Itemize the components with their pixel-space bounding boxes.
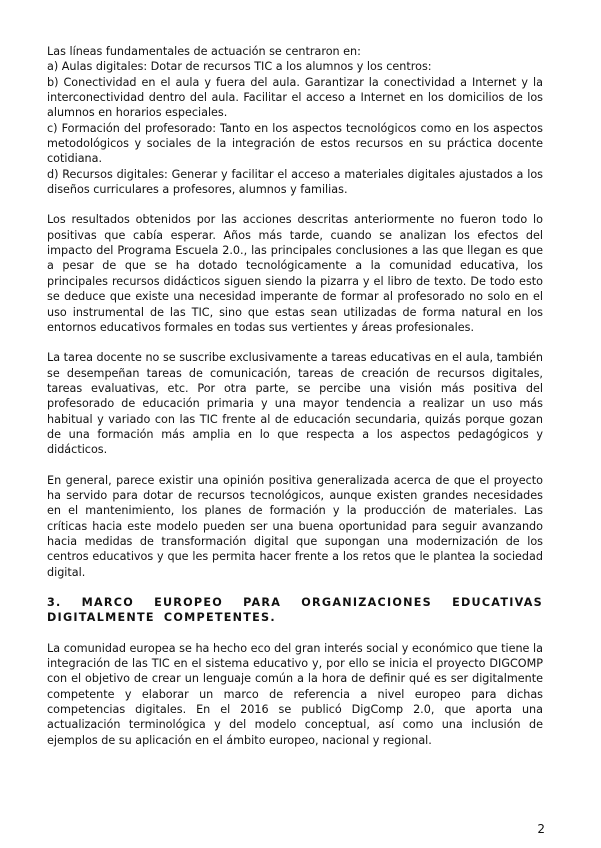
paragraph-gap	[47, 335, 543, 350]
list-item-a: a) Aulas digitales: Dotar de recursos TIC a los alumnos y los centros:	[47, 60, 432, 74]
list-item-b: b) Conectividad en el aula y fuera del aula. Garantizar la conectividad a Internet y la interconectividad dentro del aula. Facilitar el acceso a Internet en los domicilios de los alumnos en horarios especiales.	[47, 75, 543, 120]
paragraph-gap	[47, 626, 543, 641]
section-heading: 3. MARCO EUROPEO PARA ORGANIZACIONES EDUCATIVAS DIGITALMENTE COMPETENTES.	[47, 596, 543, 625]
paragraph-gap	[47, 580, 543, 595]
intro-line: Las líneas fundamentales de actuación se centraron en:	[47, 45, 361, 58]
page-content	[47, 44, 543, 748]
paragraph-general: En general, parece existir una opinión positiva generalizada acerca de que el proyecto ha servido para dotar de recursos tecnológicos, aunque existen grandes necesidades en el mantenimiento, los planes de formación y la producción de materiales. Las críticas hacia este modelo pueden ser una buena oportunidad para seguir avanzando hacia medidas de transformación digital que supongan una modernización de los centros educativos y que les permita hacer frente a los retos que le plantea la sociedad digital.	[47, 473, 543, 579]
paragraph-teaching: La tarea docente no se suscribe exclusivamente a tareas educativas en el aula, también se desempeñan tareas de comunicación, tareas de creación de recursos digitales, tareas evaluativas, etc. Por otra parte, se percibe una visión más positiva del profesorado de educación primaria y una mayor tendencia a realizar un uso más habitual y variado con las TIC frente al de educación secundaria, quizás porque gozan de una formación más amplia en lo que respecta a los aspectos pedagógicos y didácticos.	[47, 351, 543, 457]
page-number: 2	[537, 822, 545, 836]
paragraph-european: La comunidad europea se ha hecho eco del gran interés social y económico que tiene la integración de las TIC en el sistema educativo y, por ello se inicia el proyecto DIGCOMP con el objetivo de crear un lenguaje común a la hora de definir qué es ser digitalmente competente y elaborar un marco de referencia a nivel europeo para dichas competencias digitales. En el 2016 se publicó DigComp 2.0, que aporta una actualización terminológica y del modelo conceptual, así como una inclusión de ejemplos de su aplicación en el ámbito europeo, nacional y regional.	[47, 641, 543, 747]
list-item-d: d) Recursos digitales: Generar y facilitar el acceso a materiales digitales ajustados a los diseños curriculares a profesores, alumnos y familias.	[47, 167, 543, 197]
paragraph-gap	[47, 197, 543, 212]
paragraph-gap	[47, 458, 543, 473]
list-item-c: c) Formación del profesorado: Tanto en los aspectos tecnológicos como en los aspectos metodológicos y sociales de la integración de estos recursos en su práctica docente cotidiana.	[47, 121, 543, 166]
paragraph-results: Los resultados obtenidos por las acciones descritas anteriormente no fueron todo lo positivas que cabía esperar. Años más tarde, cuando se analizan los efectos del impacto del Programa Escuela 2.0., las principales conclusiones a las que llegan es que a pesar de que se ha dotado tecnológicamente a la comunidad educativa, los principales recursos didácticos siguen siendo la pizarra y el libro de texto. De todo esto se deduce que existe una necesidad imperante de formar al profesorado no solo en el uso instrumental de las TIC, sino que estas sean utilizadas de forma natural en los entornos educativos formales en todas sus vertientes y áreas profesionales.	[47, 213, 543, 334]
